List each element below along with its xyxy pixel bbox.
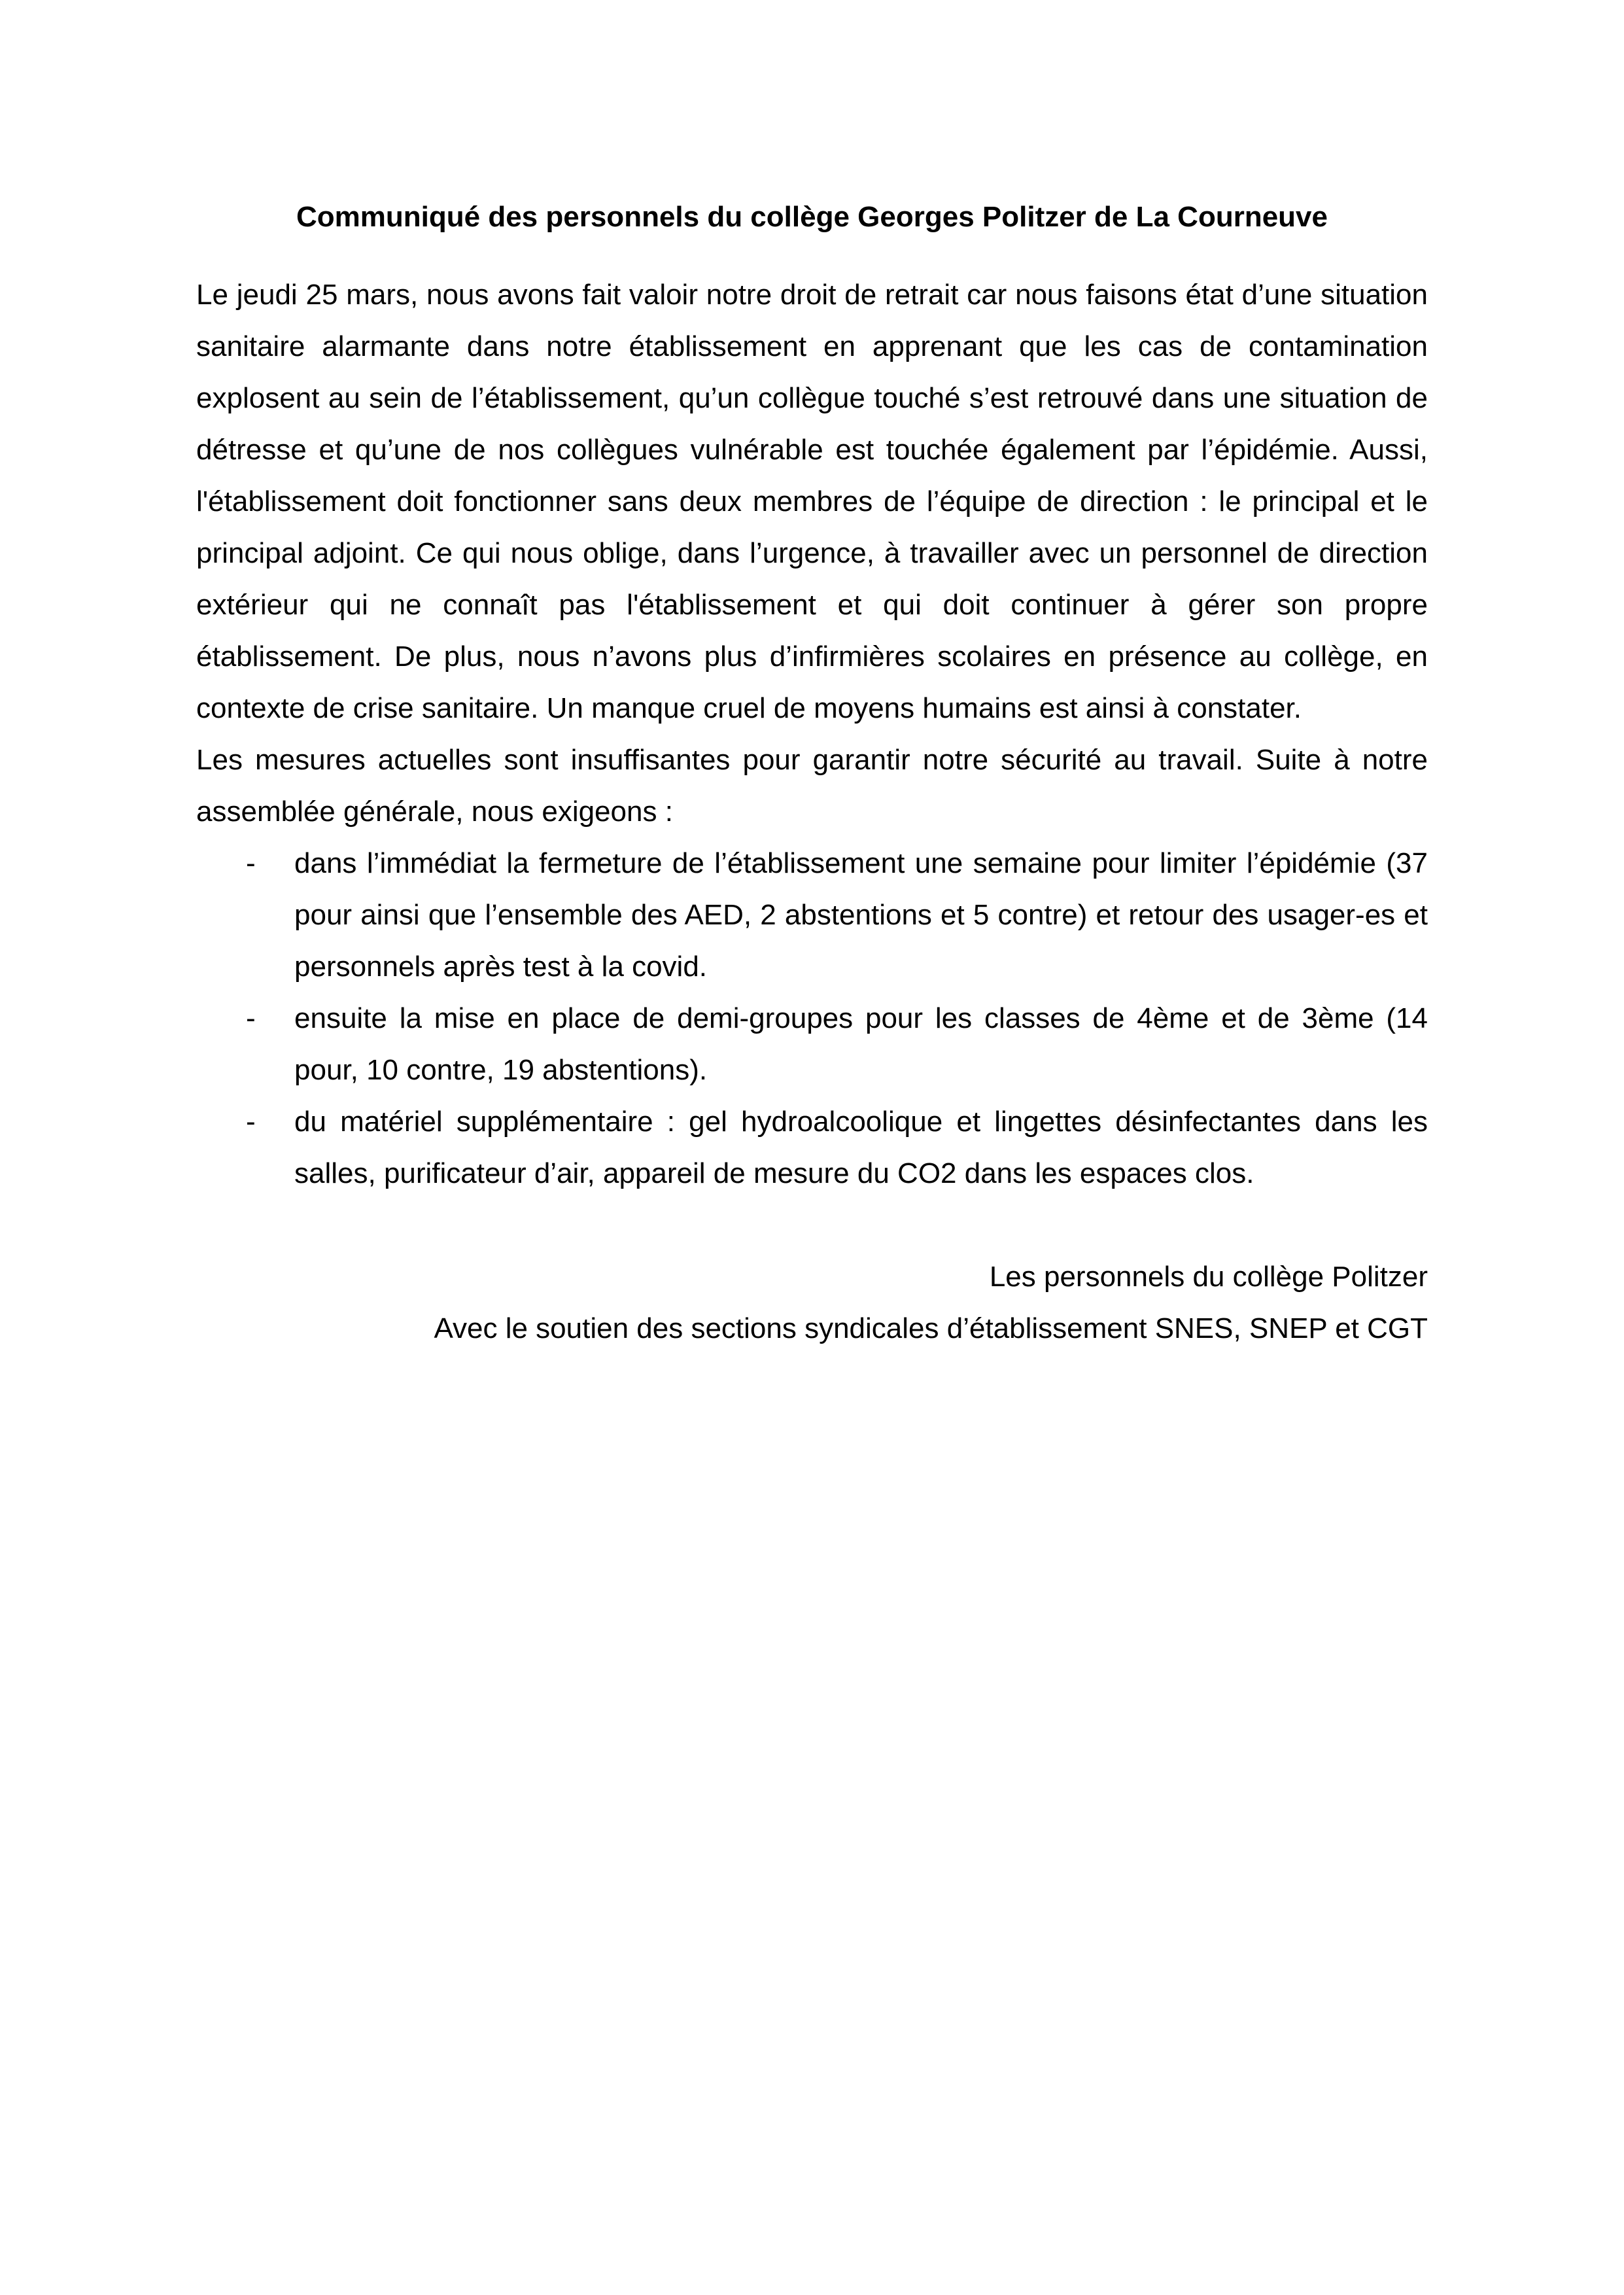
document-body [196,191,1428,1354]
signature-support-line: Avec le soutien des sections syndicales d’établissement SNES, SNEP et CGT [434,1312,1428,1344]
measures-paragraph: Les mesures actuelles sont insuffisantes pour garantir notre sécurité au travail. Suite à notre assemblée générale, nous exigeons : [196,744,1428,828]
demand-text: du matériel supplémentaire : gel hydroalcoolique et lingettes désinfectantes dans les salles, purificateur d’air, appareil de mesure du CO2 dans les espaces clos. [294,1106,1428,1189]
list-item [196,992,1428,1096]
signature-line: Les personnels du collège Politzer [989,1261,1428,1293]
list-item [196,1096,1428,1199]
bullet-dash: - [246,847,256,879]
demand-text: ensuite la mise en place de demi-groupes pour les classes de 4ème et de 3ème (14 pour, 10 contre, 19 abstentions). [294,1002,1428,1086]
bullet-dash: - [246,1002,256,1034]
demand-text: dans l’immédiat la fermeture de l’établissement une semaine pour limiter l’épidémie (37 pour ainsi que l’ensemble des AED, 2 abstentions et 5 contre) et retour des usager-es et personnels après test à la covid. [294,847,1428,983]
demands-list [196,837,1428,1199]
bullet-dash: - [246,1106,256,1138]
intro-paragraph: Le jeudi 25 mars, nous avons fait valoir notre droit de retrait car nous faisons état d’une situation sanitaire alarmante dans notre établissement en apprenant que les cas de contamination explosent au sein de l’établissement, qu’un collègue touché s’est retrouvé dans une situation de détresse et qu’une de nos collègues vulnérable est touchée également par l’épidémie. Aussi, l'établissement doit fonctionner sans deux membres de l’équipe de direction : le principal et le principal adjoint. Ce qui nous oblige, dans l’urgence, à travailler avec un personnel de direction extérieur qui ne connaît pas l'établissement et qui doit continuer à gérer son propre établissement. De plus, nous n’avons plus d’infirmières scolaires en présence au collège, en contexte de crise sanitaire. Un manque cruel de moyens humains est ainsi à constater. [196,279,1428,724]
document-title: Communiqué des personnels du collège Georges Politzer de La Courneuve [296,201,1328,233]
signature-block [196,1251,1428,1354]
list-item [196,837,1428,992]
